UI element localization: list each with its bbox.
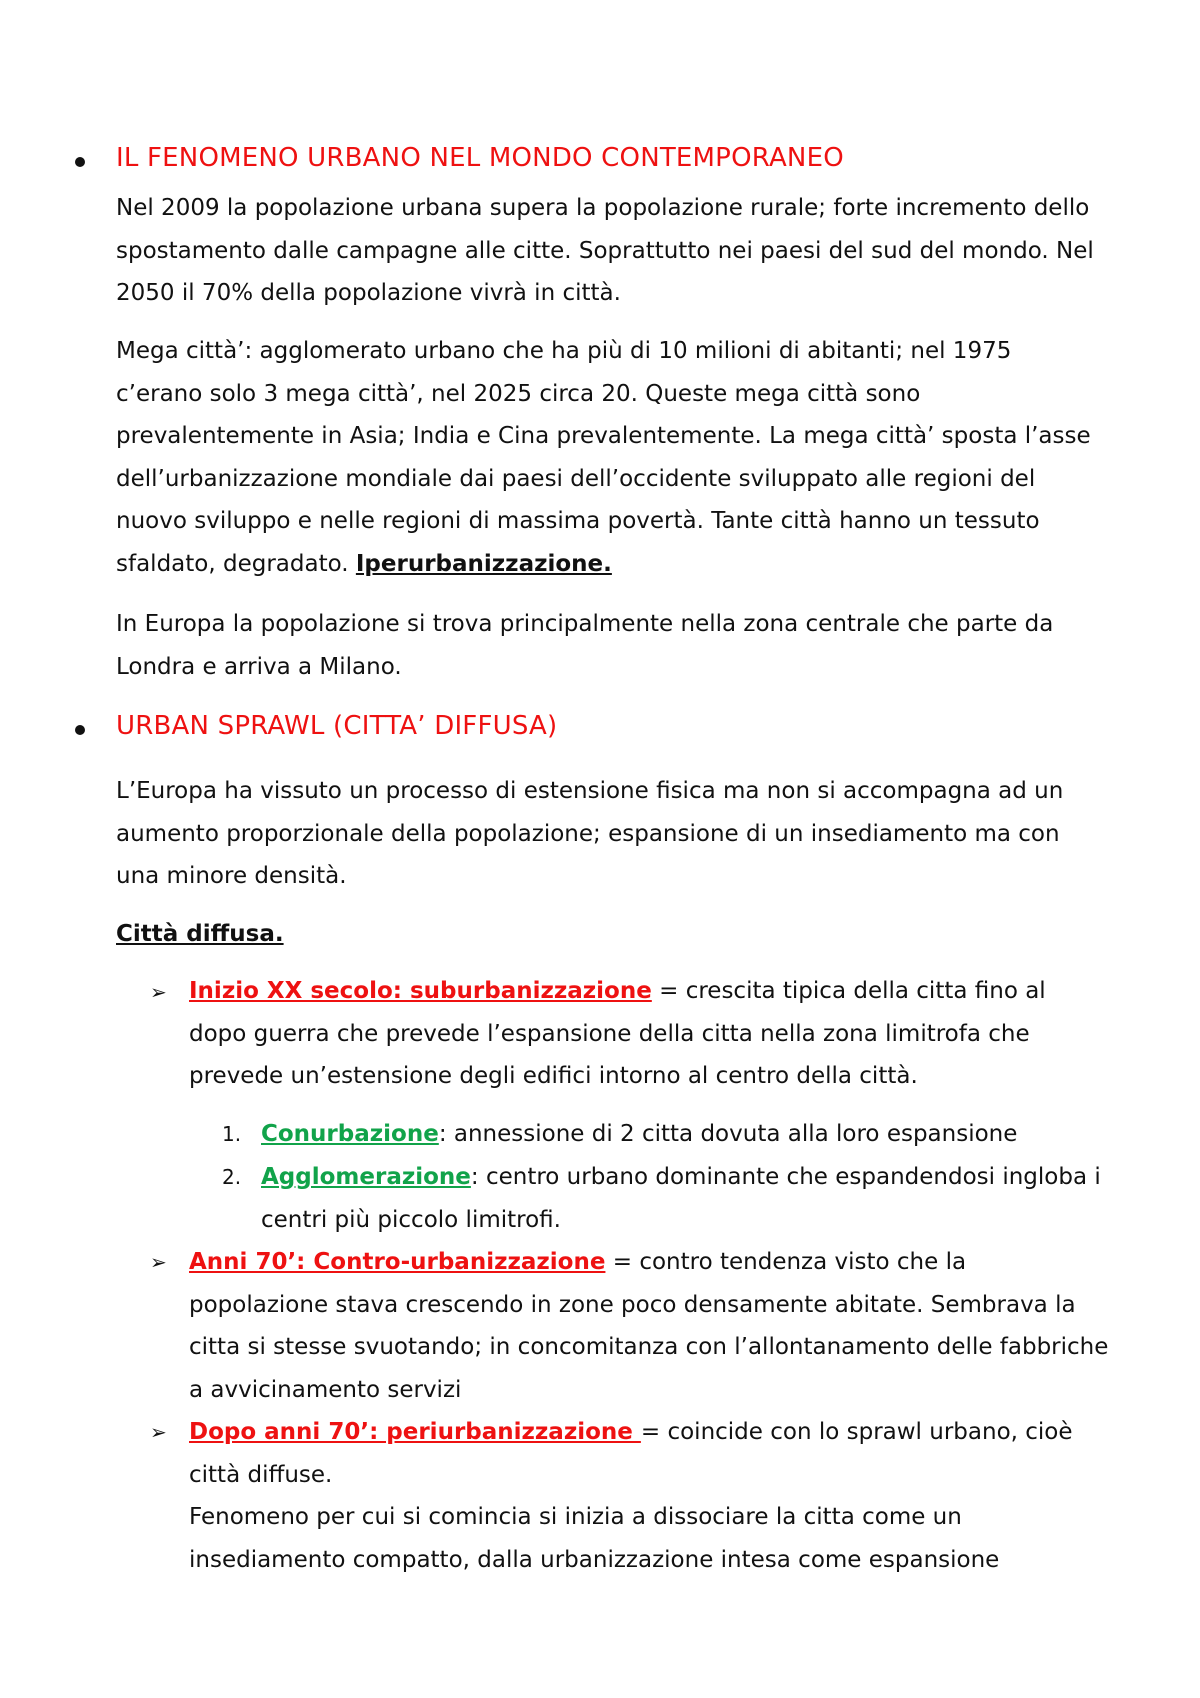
subtitle-text: Città diffusa. xyxy=(116,921,284,947)
bullet-dot xyxy=(75,725,85,735)
subtitle xyxy=(116,913,1101,956)
arrow-item-text: = coincide con lo sprawl urbano, cioè città diffuse. xyxy=(189,1419,1073,1488)
numbered-item-key: Agglomerazione xyxy=(261,1164,471,1190)
arrow-bullet-icon: ➢ xyxy=(150,980,167,1004)
section-heading: URBAN SPRAWL (CITTA’ DIFFUSA) xyxy=(116,711,558,741)
paragraph xyxy=(116,187,1101,315)
numbered-item-text: : centro urbano dominante che espandendosi ingloba i centri più piccolo limitrofi. xyxy=(261,1164,1101,1233)
paragraph xyxy=(116,330,1101,585)
paragraph-text: Nel 2009 la popolazione urbana supera la popolazione rurale; forte incremento dello spostamento dalle campagne alle citte. Soprattutto nei paesi del sud del mondo. Nel 2050 il 70% della popolazione vivrà in città. xyxy=(116,195,1094,306)
paragraph-text-span: Mega città’: agglomerato urbano che ha più di 10 milioni di abitanti; nel 1975 c’erano solo 3 mega città’, nel 2025 circa 20. Queste mega città sono prevalentemente in Asia; India e Cina prevalentemente. La mega città’ sposta l’asse dell’urbanizzazione mondiale dai paesi dell’occidente sviluppato alle regioni del nuovo sviluppo e nelle regioni di massima povertà. Tante città hanno un tessuto sfaldato, degradato. xyxy=(116,338,1091,577)
arrow-item-text: = contro tendenza visto che la popolazione stava crescendo in zone poco densamente abitate. Sembrava la citta si stesse svuotando; in concomitanza con l’allontanamento delle fabbriche a avvicinamento servizi xyxy=(189,1249,1109,1403)
arrow-item-text: = crescita tipica della citta fino al dopo guerra che prevede l’espansione della citta nella zona limitrofa che prevede un’estensione degli edifici intorno al centro della città. xyxy=(189,978,1046,1089)
paragraph xyxy=(116,603,1101,688)
numbered-item-key: Conurbazione xyxy=(261,1121,439,1147)
numbered-item xyxy=(261,1113,1111,1156)
arrow-item-key: Dopo anni 70’: periurbanizzazione xyxy=(189,1419,641,1445)
section-heading: IL FENOMENO URBANO NEL MONDO CONTEMPORANEO xyxy=(116,143,844,173)
list-number: 1. xyxy=(222,1122,242,1146)
arrow-item-text: Fenomeno per cui si comincia si inizia a dissociare la citta come un insediamento compatto, dalla urbanizzazione intesa come espansione xyxy=(189,1504,1000,1573)
keyword-bold: Iperurbanizzazione. xyxy=(355,550,612,577)
arrow-item-key: Inizio XX secolo: suburbanizzazione xyxy=(189,978,652,1004)
arrow-item xyxy=(189,970,1109,1098)
list-number: 2. xyxy=(222,1165,242,1189)
paragraph-text: L’Europa ha vissuto un processo di estensione fisica ma non si accompagna ad un aumento proporzionale della popolazione; espansione di un insediamento ma con una minore densità. xyxy=(116,778,1064,889)
arrow-item xyxy=(189,1241,1109,1411)
paragraph xyxy=(116,770,1101,898)
bullet-dot xyxy=(75,157,85,167)
paragraph-text xyxy=(116,330,1101,585)
numbered-item xyxy=(261,1156,1111,1241)
arrow-bullet-icon: ➢ xyxy=(150,1250,167,1274)
arrow-item xyxy=(189,1411,1109,1581)
paragraph-text: In Europa la popolazione si trova principalmente nella zona centrale che parte da Londra e arriva a Milano. xyxy=(116,611,1054,680)
arrow-bullet-icon: ➢ xyxy=(150,1420,167,1444)
numbered-item-text: : annessione di 2 citta dovuta alla loro espansione xyxy=(438,1121,1018,1147)
arrow-item-key: Anni 70’: Contro-urbanizzazione xyxy=(189,1249,606,1275)
